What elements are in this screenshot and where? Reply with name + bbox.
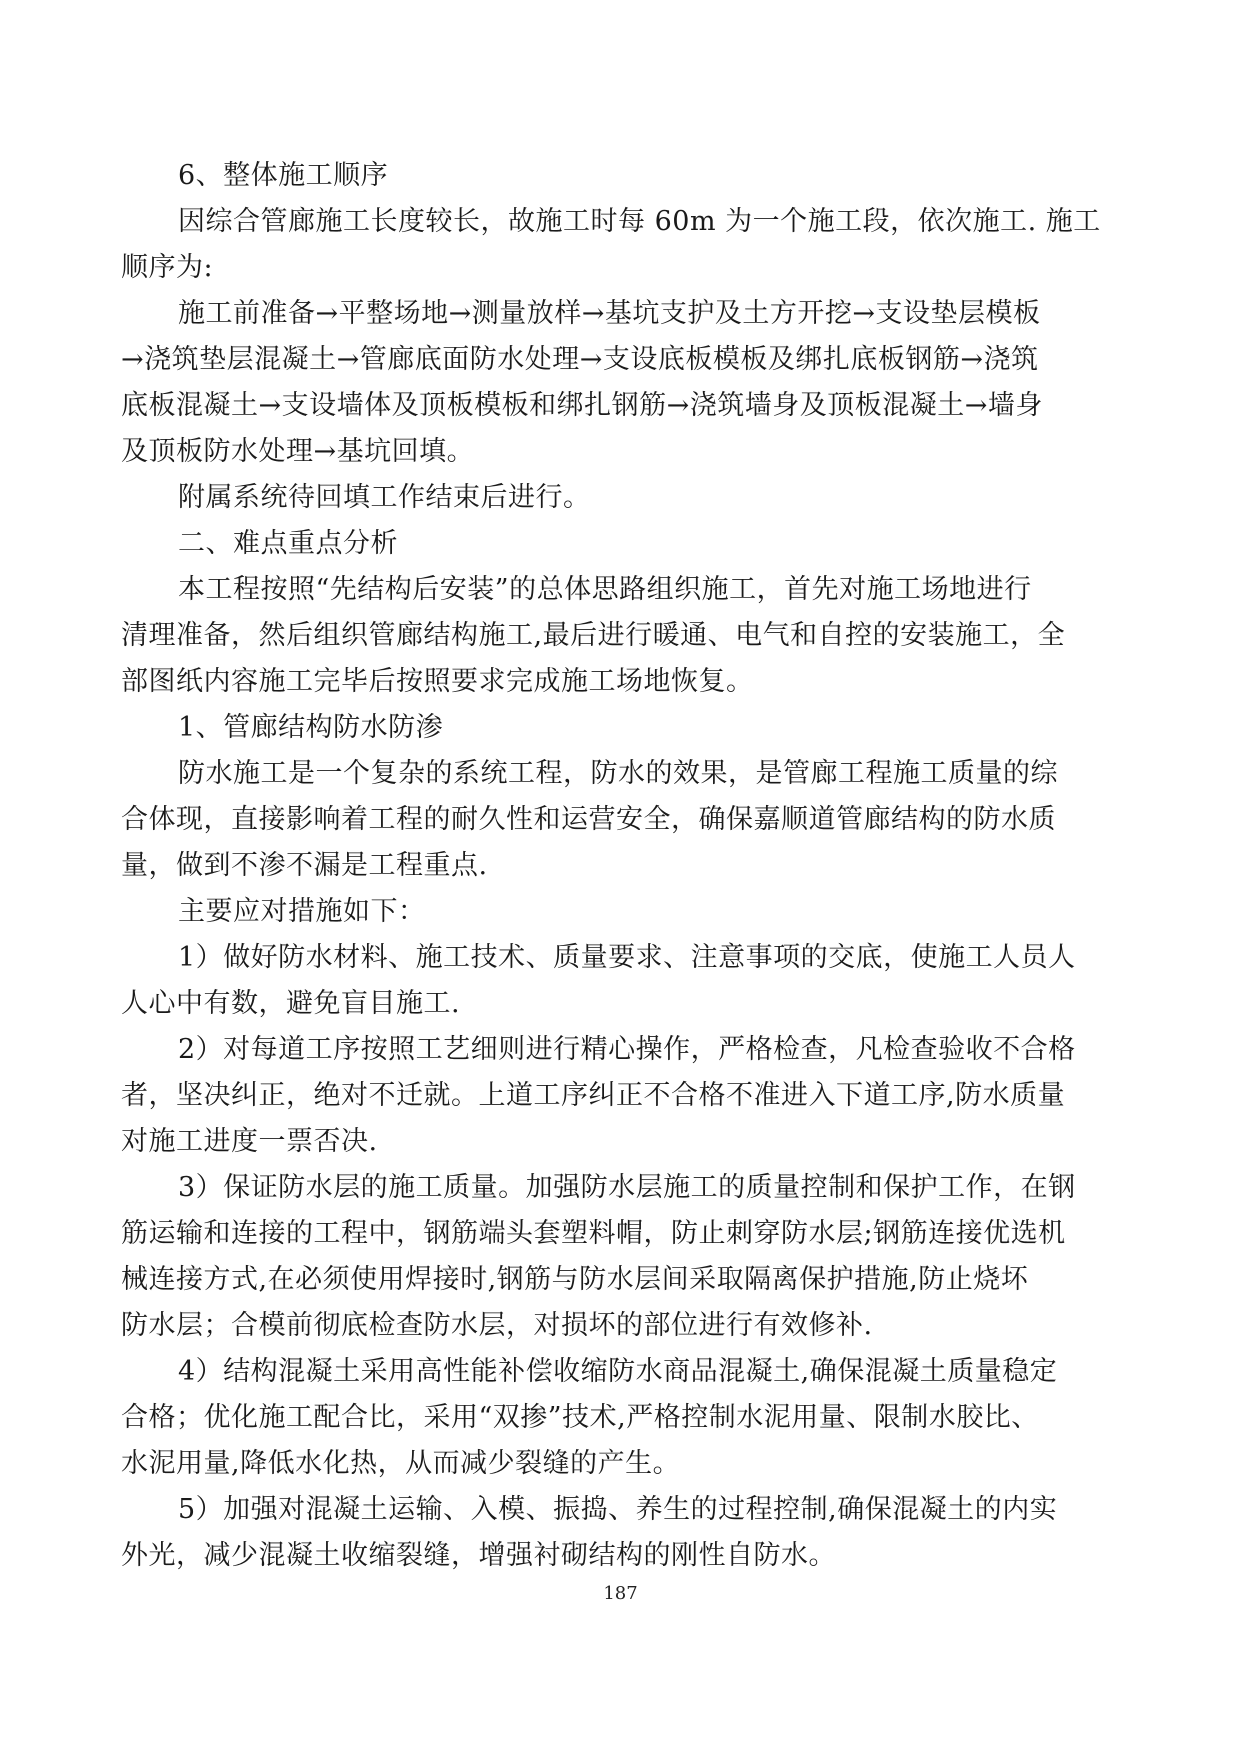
list-item-line: 外光，减少混凝土收缩裂缝，增强衬砌结构的刚性自防水。 [121,1540,836,1571]
section-heading: 1、管廊结构防水防渗 [178,712,444,743]
list-item-line: 4）结构混凝土采用高性能补偿收缩防水商品混凝土,确保混凝土质量稳定 [178,1356,1058,1387]
paragraph-line: 防水施工是一个复杂的系统工程，防水的效果，是管廊工程施工质量的综 [178,758,1058,789]
paragraph-line: 顺序为: [121,252,214,283]
list-item-line: 者，坚决纠正，绝对不迁就。上道工序纠正不合格不准进入下道工序,防水质量 [121,1080,1066,1111]
list-item-line: 械连接方式,在必须使用焊接时,钢筋与防水层间采取隔离保护措施,防止烧坏 [121,1264,1029,1295]
section-heading: 6、整体施工顺序 [178,160,389,191]
list-item-line: 1）做好防水材料、施工技术、质量要求、注意事项的交底，使施工人员人 [178,942,1076,973]
paragraph-line: 主要应对措施如下： [178,896,426,927]
list-item-line: 3）保证防水层的施工质量。加强防水层施工的质量控制和保护工作，在钢 [178,1172,1076,1203]
paragraph-line: 因综合管廊施工长度较长，故施工时每 60m 为一个施工段，依次施工. 施工 [178,206,1101,237]
paragraph-line: 本工程按照“先结构后安装”的总体思路组织施工，首先对施工场地进行 [178,574,1032,605]
paragraph-line: 底板混凝土→支设墙体及顶板模板和绑扎钢筋→浇筑墙身及顶板混凝土→墙身 [121,390,1043,421]
paragraph-line: 量，做到不渗不漏是工程重点. [121,850,488,881]
list-item-line: 水泥用量,降低水化热，从而减少裂缝的产生。 [121,1448,681,1479]
paragraph-line: 部图纸内容施工完毕后按照要求完成施工场地恢复。 [121,666,754,697]
section-heading: 二、难点重点分析 [178,528,398,559]
paragraph-line: 及顶板防水处理→基坑回填。 [121,436,475,467]
paragraph-line: 清理准备，然后组织管廊结构施工,最后进行暖通、电气和自控的安装施工，全 [121,620,1066,651]
paragraph-line: 施工前准备→平整场地→测量放样→基坑支护及土方开挖→支设垫层模板 [178,298,1041,329]
page-number: 187 [603,1583,638,1604]
list-item-line: 人心中有数，避免盲目施工. [121,988,461,1019]
list-item-line: 5）加强对混凝土运输、入模、振捣、养生的过程控制,确保混凝土的内实 [178,1494,1058,1525]
list-item-line: 合格；优化施工配合比，采用“双掺”技术,严格控制水泥用量、限制水胶比、 [121,1402,1039,1433]
list-item-line: 2）对每道工序按照工艺细则进行精心操作，严格检查，凡检查验收不合格 [178,1034,1076,1065]
list-item-line: 对施工进度一票否决. [121,1126,378,1157]
paragraph-line: 合体现，直接影响着工程的耐久性和运营安全，确保嘉顺道管廊结构的防水质 [121,804,1056,835]
list-item-line: 防水层；合模前彻底检查防水层，对损坏的部位进行有效修补. [121,1310,873,1341]
list-item-line: 筋运输和连接的工程中，钢筋端头套塑料帽，防止刺穿防水层;钢筋连接优选机 [121,1218,1066,1249]
paragraph-line: →浇筑垫层混凝土→管廊底面防水处理→支设底板模板及绑扎底板钢筋→浇筑 [121,344,1039,375]
paragraph-line: 附属系统待回填工作结束后进行。 [178,482,591,513]
